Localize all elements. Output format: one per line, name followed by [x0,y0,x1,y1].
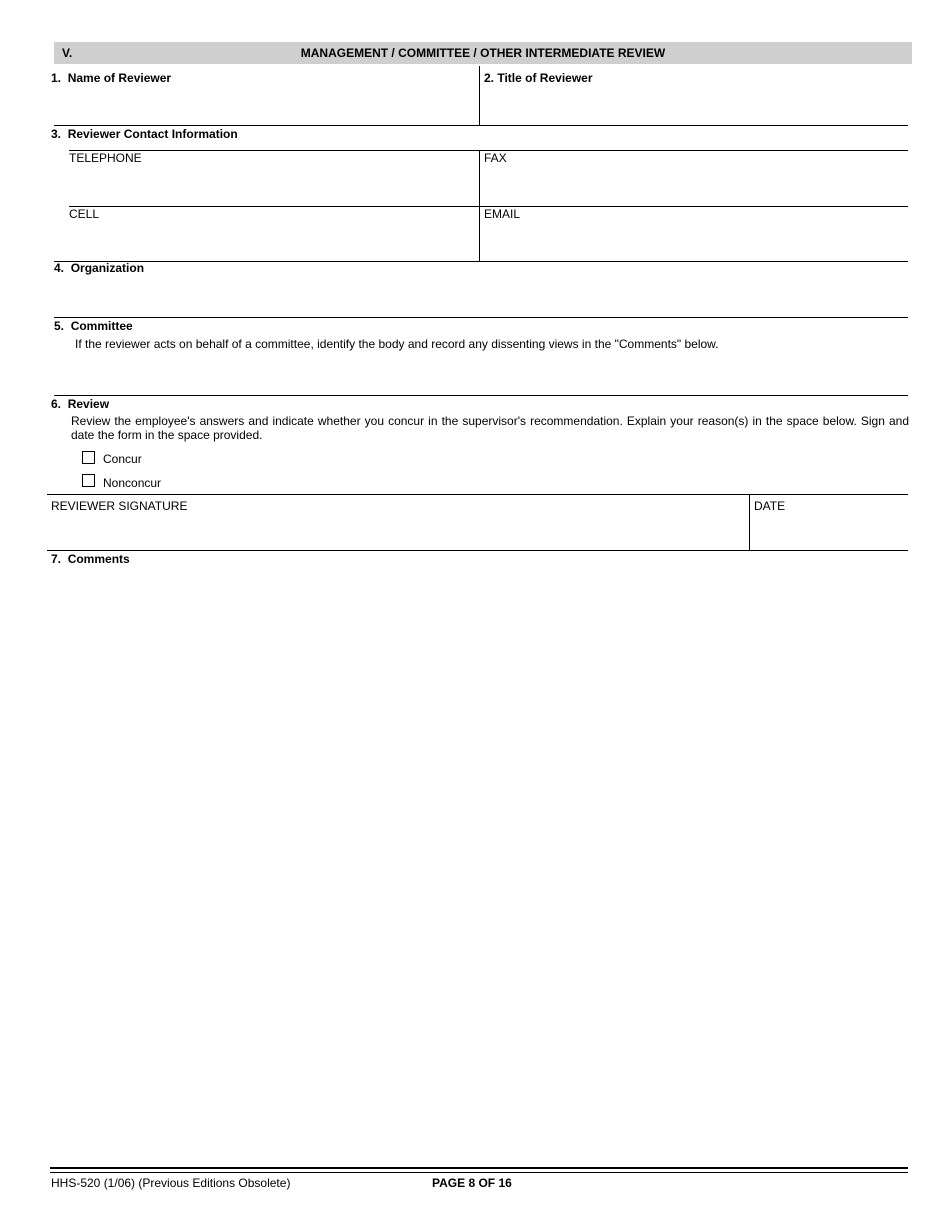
committee-input[interactable] [76,356,904,390]
review-instruction: Review the employee's answers and indicate whether you concur in the supervisor's recommendation. Explain your reason(s) in the space below. Sign and date the form in the space provided. [71,414,909,442]
divider [54,125,908,126]
page-number: PAGE 8 OF 16 [432,1176,512,1190]
cell-input[interactable] [70,226,470,256]
concur-checkbox[interactable] [82,451,95,464]
section-header [54,42,912,64]
footer-rule [50,1167,908,1169]
nonconcur-checkbox[interactable] [82,474,95,487]
divider [47,494,908,495]
footer-rule [50,1172,908,1173]
telephone-label: TELEPHONE [69,151,142,165]
committee-instruction: If the reviewer acts on behalf of a committee, identify the body and record any dissenting views in the "Comments" below. [75,337,719,351]
email-label: EMAIL [484,207,521,221]
telephone-input[interactable] [70,170,470,200]
comments-textarea[interactable] [52,572,906,1157]
name-of-reviewer-input[interactable] [52,90,472,120]
fax-label: FAX [484,151,507,165]
divider [54,317,908,318]
comments-label: 7. Comments [51,552,130,566]
review-label: 6. Review [51,397,110,411]
organization-label: 4. Organization [54,261,145,275]
fax-input[interactable] [486,170,906,200]
title-of-reviewer-label: 2. Title of Reviewer [484,71,593,85]
contact-info-label: 3. Reviewer Contact Information [51,127,238,141]
divider [479,66,480,126]
date-label: DATE [754,499,786,513]
reviewer-signature-input[interactable] [52,516,742,546]
form-id: HHS-520 (1/06) (Previous Editions Obsolete) [51,1176,291,1190]
divider [54,261,908,262]
reviewer-signature-label: REVIEWER SIGNATURE [51,499,188,513]
date-input[interactable] [755,516,905,546]
name-of-reviewer-label: 1. Name of Reviewer [51,71,172,85]
divider [54,395,908,396]
email-input[interactable] [486,226,906,256]
organization-input[interactable] [56,280,904,312]
title-of-reviewer-input[interactable] [486,90,906,120]
cell-label: CELL [69,207,100,221]
nonconcur-label: Nonconcur [103,476,162,490]
concur-label: Concur [103,452,142,466]
divider [47,550,908,551]
section-title: MANAGEMENT / COMMITTEE / OTHER INTERMEDIATE REVIEW [300,46,666,60]
section-number: V. [62,46,73,60]
committee-label: 5. Committee [54,319,133,333]
divider [749,494,750,550]
